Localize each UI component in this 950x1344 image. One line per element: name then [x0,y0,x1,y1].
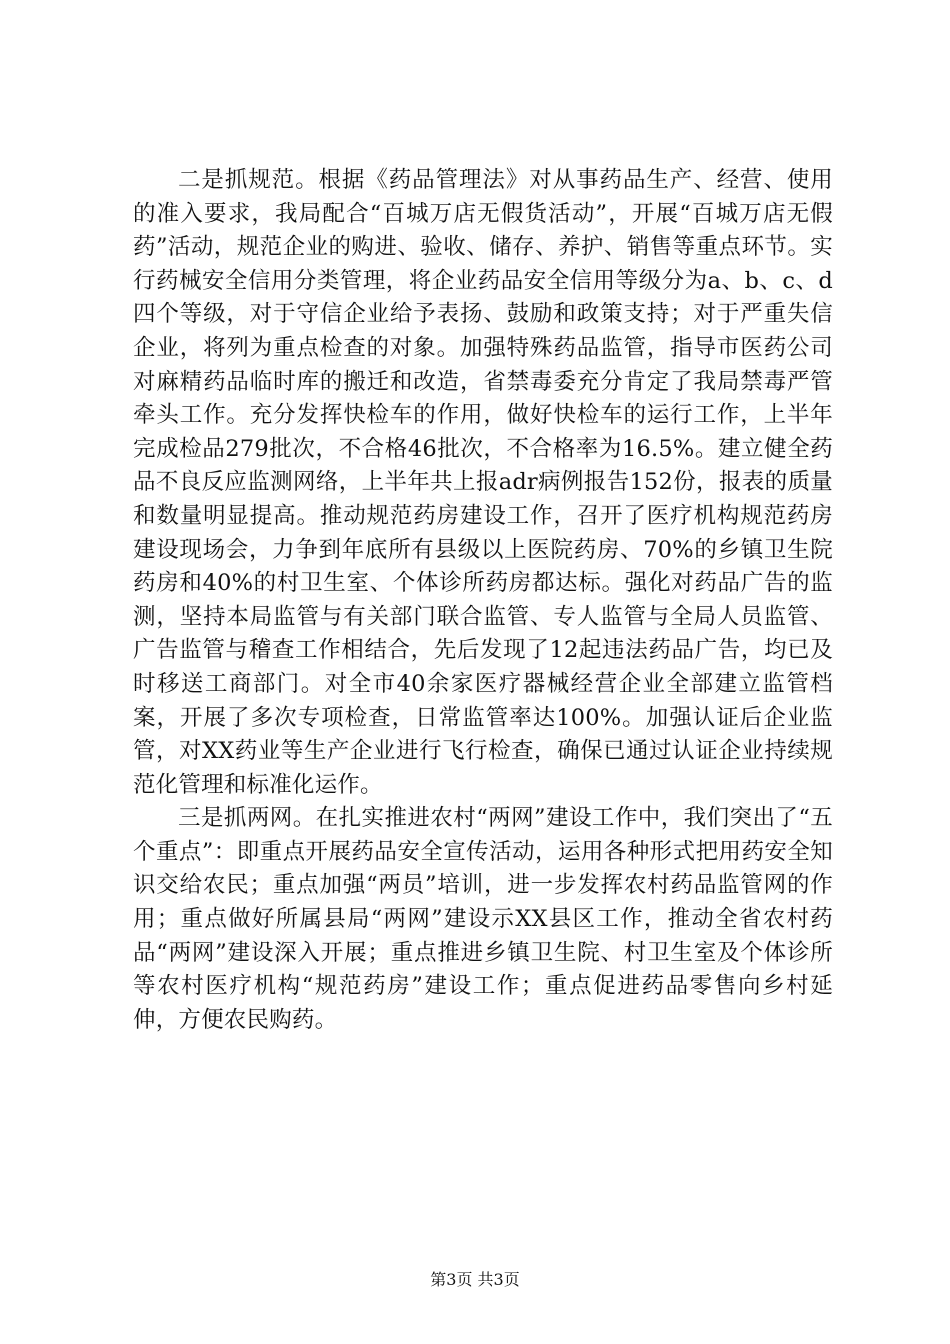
paragraph-two-networks: 三是抓两网。在扎实推进农村“两网”建设工作中，我们突出了“五个重点”：即重点开展药品安全宣传活动，运用各种形式把用药安全知识交给农民；重点加强“两员”培训，进一步发挥农村药品监管网的作用；重点做好所属县局“两网”建设示XX县区工作，推动全省农村药品“两网”建设深入开展；重点推进乡镇卫生院、村卫生室及个体诊所等农村医疗机构“规范药房”建设工作；重点促进药品零售向乡村延伸，方便农民购药。 [133,805,833,1033]
paragraph-standardization: 二是抓规范。根据《药品管理法》对从事药品生产、经营、使用的准入要求，我局配合“百城万店无假货活动”，开展“百城万店无假药”活动，规范企业的购进、验收、储存、养护、销售等重点环节。实行药械安全信用分类管理，将企业药品安全信用等级分为a、b、c、d四个等级，对于守信企业给予表扬、鼓励和政策支持；对于严重失信企业，将列为重点检查的对象。加强特殊药品监管，指导市医药公司对麻精药品临时库的搬迁和改造，省禁毒委充分肯定了我局禁毒严管牵头工作。充分发挥快检车的作用，做好快检车的运行工作，上半年完成检品279批次，不合格46批次，不合格率为16.5%。建立健全药品不良反应监测网络，上半年共上报adr病例报告152份，报表的质量和数量明显提高。推动规范药房建设工作，召开了医疗机构规范药房建设现场会，力争到年底所有县级以上医院药房、70%的乡镇卫生院药房和40%的村卫生室、个体诊所药房都达标。强化对药品广告的监测，坚持本局监管与有关部门联合监管、专人监管与全局人员监管、广告监管与稽查工作相结合，先后发现了12起违法药品广告，均已及时移送工商部门。对全市40余家医疗器械经营企业全部建立监管档案，开展了多次专项检查，日常监管率达100%。加强认证后企业监管，对XX药业等生产企业进行飞行检查，确保已通过认证企业持续规范化管理和标准化运作。 [133,167,833,798]
document-body [133,164,833,1037]
page-footer: 第3页 共3页 [430,1270,520,1289]
